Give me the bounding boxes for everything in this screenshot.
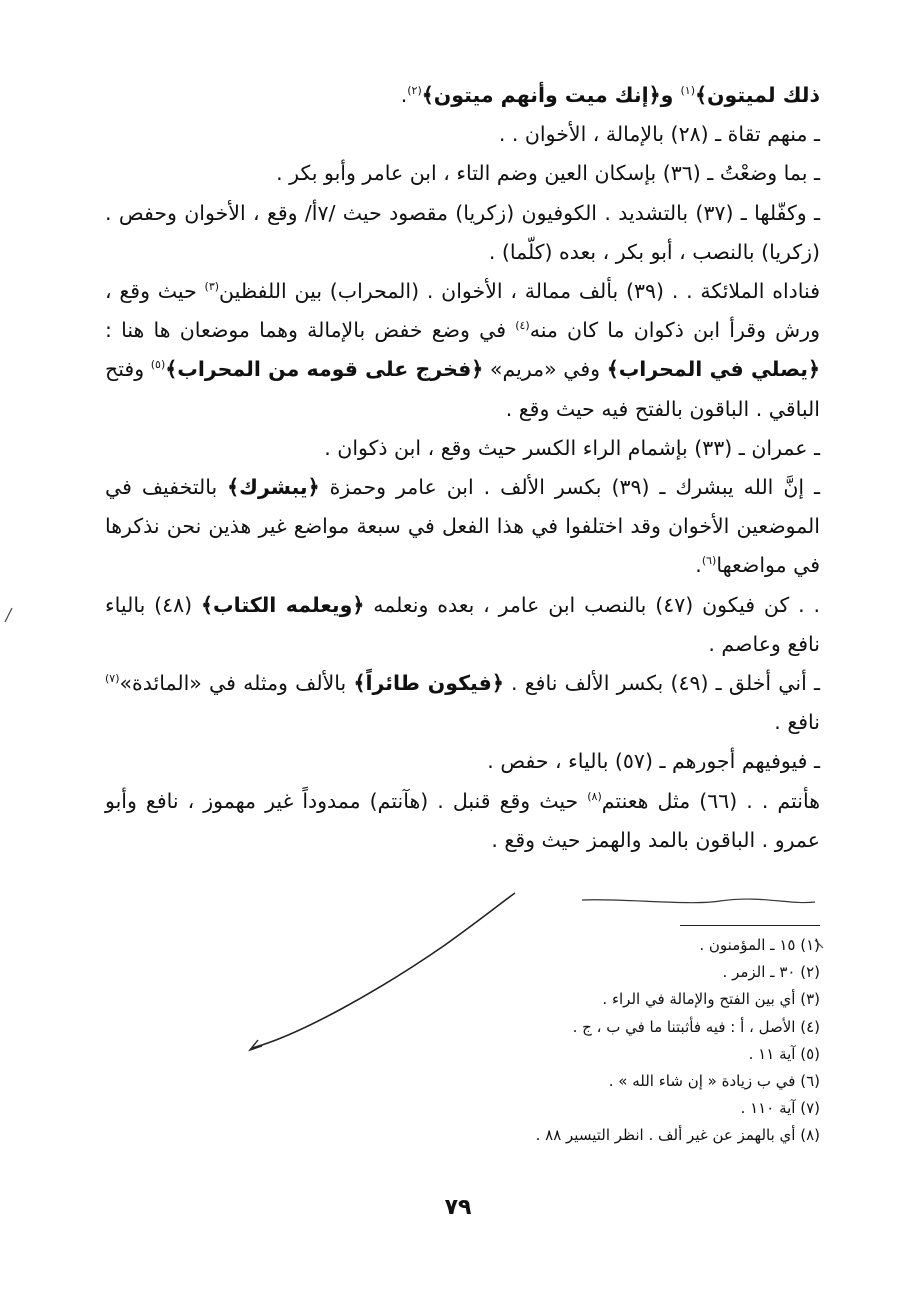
paragraph-2: ـ منهم تقاة ـ (٢٨) بالإمالة ، الأخوان . .	[498, 122, 820, 147]
paragraph-9	[105, 664, 820, 742]
page-number: ٧٩	[444, 1195, 472, 1220]
quran-quote: و﴿إنك ميت وأنهم ميتون﴾	[421, 83, 681, 107]
footnote-2: (٢) ٣٠ ـ الزمر .	[722, 963, 820, 982]
quran-quote: ذلك لميتون﴾	[695, 83, 820, 107]
text-span: هأنتم . . (٦٦) مثل هعنتم	[601, 788, 821, 813]
text-span: نافع .	[774, 710, 820, 735]
text-span: حيث وقع قنبل . (هآنتم) ممدوداً غير مهموز ، نافع وأبو عمرو . الباقون بالمد والهمز حيث وقع .	[105, 788, 820, 852]
text-span: بالألف ومثله في «المائدة»	[119, 671, 354, 696]
text-span: . . كن فيكون (٤٧) بالنصب ابن عامر ، بعده ونعلمه	[364, 592, 821, 617]
footnote-ref: (٤)	[515, 319, 530, 333]
quran-quote: ﴿يصلي في المحراب﴾	[606, 357, 820, 382]
quran-quote: ﴿يبشرك﴾	[227, 475, 320, 500]
footnote-divider	[680, 925, 820, 926]
text-span: فناداه الملائكة . . (٣٩) بألف ممالة ، الأخوان . (المحراب) بين اللفظين	[219, 279, 820, 304]
paragraph-8	[105, 586, 820, 664]
footnote-ref: (٣)	[204, 280, 220, 294]
footnote-1: (١) ١٥ ـ المؤمنون .	[699, 936, 820, 954]
quran-quote: ﴿ويعلمه الكتاب﴾	[201, 592, 365, 617]
paragraph-10: ـ فيوفيهم أجورهم ـ (٥٧) بالياء ، حفص .	[487, 749, 820, 774]
footnotes	[300, 932, 820, 1150]
text-span: وفتح الباقي . الباقون بالفتح فيه حيث وقع .	[105, 357, 820, 421]
text-span: ـ إنَّ الله يبشرك ـ (٣٩) بكسر الألف . ابن عامر وحمزة	[319, 475, 821, 500]
paragraph-7	[105, 468, 820, 586]
footnote-ref: (٧)	[105, 672, 120, 686]
text-span: حيث وقع ، ورش وقرأ ابن ذكوان ما كان منه	[105, 279, 820, 343]
footnote-7: (٧) آية ١١٠ .	[740, 1099, 820, 1118]
pen-stroke	[250, 1040, 262, 1050]
quran-quote: ﴿فخرج على قومه من المحراب﴾	[165, 357, 484, 382]
quran-quote: ﴿فيكون طائراً﴾	[353, 671, 504, 696]
footnote-ref: (٦)	[701, 554, 717, 568]
footnote-ref: (٨)	[587, 789, 602, 803]
footnote-3: (٣) أي بين الفتح والإمالة في الراء .	[602, 990, 820, 1009]
footnote-ref: (٥)	[150, 358, 166, 372]
text-span: بالتخفيف في الموضعين الأخوان وقد اختلفوا في هذا الفعل في سبعة مواضع غير هذين نحن نذكرها في مواضعها	[105, 475, 820, 578]
paragraph-4: ـ وكفّلها ـ (٣٧) بالتشديد . الكوفيون (زكريا) مقصود حيث /٧أ/ وقع ، الأخوان وحفص . (زكريا) بالنصب ، أبو بكر ، بعده (كلّما) .	[105, 200, 821, 264]
paragraph-11	[105, 782, 820, 860]
footnote-8: (٨) أي بالهمز عن غير ألف . انظر التيسير ٨٨ .	[535, 1126, 820, 1145]
text-span: في وضع خفض بالإمالة وهما موضعان ها هنا :	[105, 318, 516, 343]
footnote-ref: (١)	[680, 84, 696, 98]
text-span: وفي «مريم»	[483, 357, 607, 382]
paragraph-5	[105, 272, 820, 429]
footnote-5: (٥) آية ١١ .	[748, 1044, 820, 1063]
paragraph-6: ـ عمران ـ (٣٣) بإشمام الراء الكسر حيث وقع ، ابن ذكوان .	[324, 435, 820, 460]
footnote-4: (٤) الأصل ، أ : فيه فأثبتنا ما في ب ، ج .	[572, 1017, 820, 1036]
text-span: .	[400, 83, 408, 107]
footnote-6: (٦) في ب زيادة « إن شاء الله » .	[608, 1072, 820, 1091]
text-span: ـ أني أخلق ـ (٤٩) بكسر الألف نافع .	[503, 671, 820, 696]
text-span: (٤٨) بالياء نافع وعاصم .	[105, 592, 820, 656]
paragraph-3: ـ بما وضعْتُ ـ (٣٦) بإسكان العين وضم التاء ، ابن عامر وأبو بكر .	[276, 161, 820, 186]
pen-underline	[582, 899, 815, 903]
main-text	[105, 76, 820, 860]
footnote-ref: (٢)	[407, 84, 422, 98]
text-span: .	[695, 553, 702, 578]
paragraph-1	[105, 76, 820, 115]
pen-stroke	[5, 608, 12, 622]
